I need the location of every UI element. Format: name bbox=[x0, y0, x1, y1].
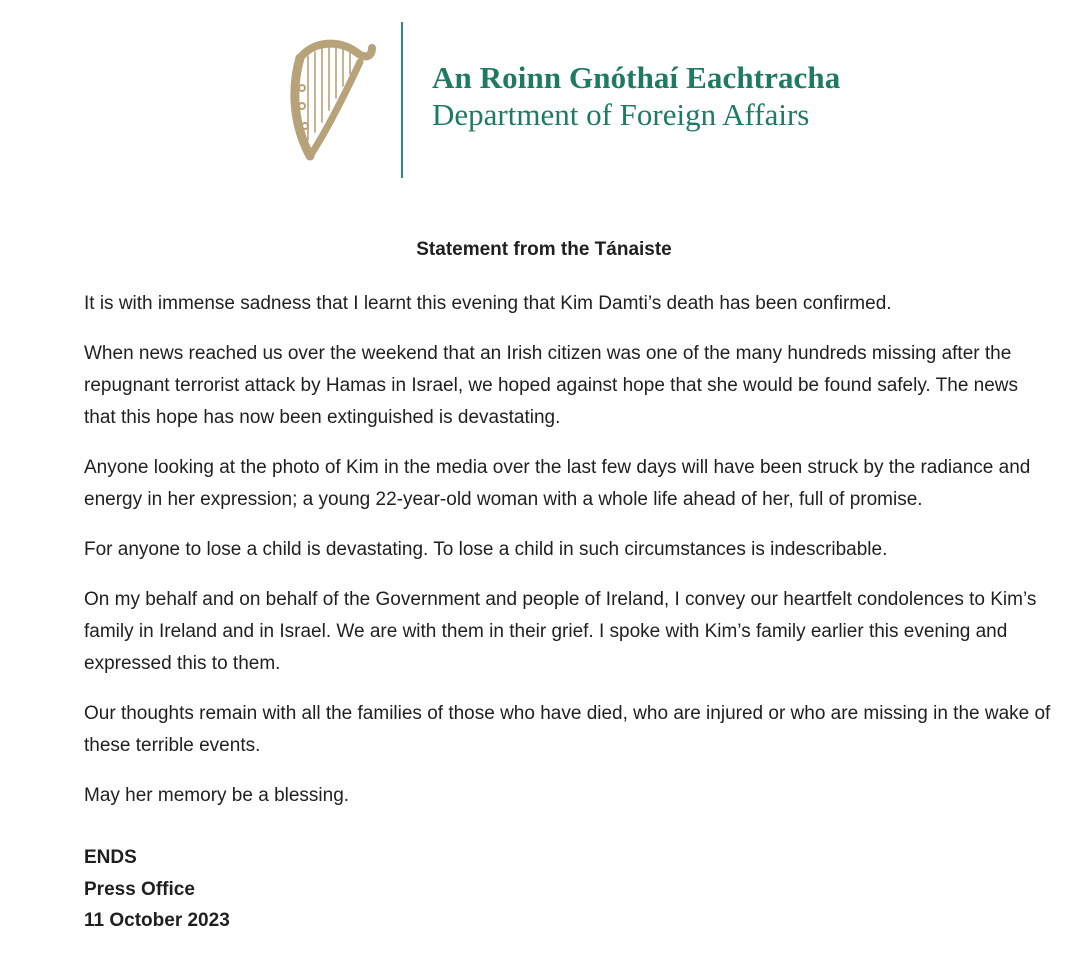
paragraph: When news reached us over the weekend that an Irish citizen was one of the many hundreds missing after the repugnant terrorist attack by Hamas in Israel, we hoped against hope that she would be found safely. The news that this hope has now been extinguished is devastating. bbox=[84, 343, 1019, 428]
paragraph: Anyone looking at the photo of Kim in the media over the last few days will have been struck by the radiance and energy in her expression; a young 22-year-old woman with a whole life ahead of her, full of promise. bbox=[84, 457, 1031, 510]
statement-title: Statement from the Tánaiste bbox=[416, 239, 672, 260]
harp-icon bbox=[286, 36, 376, 168]
paragraph: It is with immense sadness that I learnt this evening that Kim Damti’s death has been confirmed. bbox=[84, 293, 892, 314]
department-name-english: Department of Foreign Affairs bbox=[432, 97, 810, 132]
letterhead bbox=[0, 0, 1088, 190]
paragraph: May her memory be a blessing. bbox=[84, 785, 350, 806]
press-office-label: Press Office bbox=[84, 878, 195, 900]
letterhead-divider bbox=[401, 22, 403, 178]
statement-date: 11 October 2023 bbox=[84, 910, 230, 931]
ends-label: ENDS bbox=[84, 847, 137, 868]
statement-body bbox=[84, 288, 1054, 830]
paragraph: Our thoughts remain with all the families of those who have died, who are injured or who are missing in the wake of these terrible events. bbox=[84, 703, 1051, 756]
sign-off-block bbox=[84, 842, 230, 937]
paragraph: On my behalf and on behalf of the Government and people of Ireland, I convey our heartfelt condolences to Kim’s family in Ireland and in Israel. We are with them in their grief. I spoke with Kim’s family earlier this evening and expressed this to them. bbox=[84, 589, 1037, 674]
paragraph: For anyone to lose a child is devastating. To lose a child in such circumstances is indescribable. bbox=[84, 539, 888, 560]
department-name-irish: An Roinn Gnóthaí Eachtracha bbox=[432, 60, 841, 95]
